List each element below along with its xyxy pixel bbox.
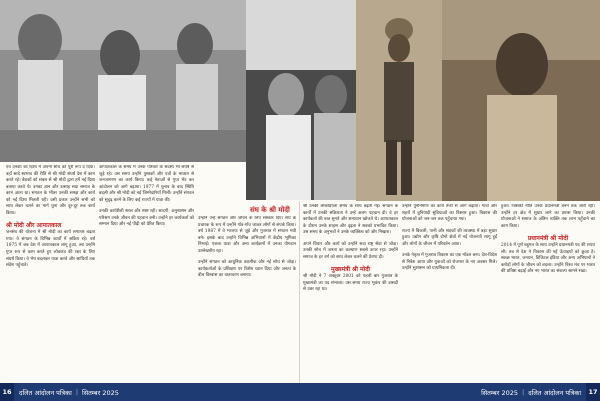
paragraph: उन्होंने संगठन को आधुनिक तकनीक और नई सोच से जोड़ा। कार्यकर्ताओं के प्रशिक्षण पर विशेष ध्यान दिया और जनता के बीच विश्वास का वातावरण बनाया। bbox=[198, 260, 296, 279]
section-heading: संघ के श्री मोदी bbox=[250, 206, 290, 214]
paragraph: राज्य में बिजली, पानी और सड़कों की व्यवस्था में बड़ा सुधार हुआ। उद्योग और कृषि दोनों क्षेत्रों में नई योजनाएँ लागू हुईं और लोगों के जीवन में परिवर्तन आया। bbox=[402, 228, 497, 247]
issue-month-left: सितम्बर 2025 bbox=[82, 388, 119, 397]
paragraph: श्री उनकी लोकप्रियता समय के साथ बढ़ती गई। संगठन के कार्यों में उनकी सक्रियता ने उन्हें अलग पहचान दी। वे हर कार्यकर्ता की बात सुनते और समाधान खोजते थे। आपातकाल के दौरान उनके साहस और दृढ़ता ने सबको प्रभावित किया। उस समय के अनुभवों ने उनके व्यक्तित्व को और निखारा। bbox=[303, 204, 398, 236]
page-number-right: 17 bbox=[586, 383, 600, 401]
photo-young-modi-seated bbox=[0, 0, 246, 162]
text-column-3 bbox=[198, 216, 296, 381]
subheading-prime-minister: प्रधानमंत्री श्री मोदी bbox=[527, 235, 569, 243]
paragraph: उनके नेतृत्व में गुजरात विकास का एक मॉडल बना। देश-विदेश से निवेश आया और युवाओं को रोजगार के नए अवसर मिले। उन्होंने सुशासन को प्राथमिकता दी। bbox=[402, 253, 497, 272]
photo-modi-with-turban bbox=[356, 0, 442, 201]
paragraph: अपने विचार और कार्य को उन्होंने सदा राष्ट्र सेवा से जोड़ा। उनकी सोच में जनता का कल्याण सबसे ऊपर रहा। उन्होंने समाज के हर वर्ग को साथ लेकर चलने की प्रेरणा दी। bbox=[303, 241, 398, 260]
text-column-6 bbox=[501, 204, 595, 381]
text-column-5 bbox=[402, 204, 497, 381]
subheading-emergency: श्री मोदी और आपातकाल bbox=[6, 222, 62, 230]
paragraph: हुआ। जिसकी नीति उनके प्रधानमंत्री बनने तक जारी रही। उन्होंने हर क्षेत्र में सुधार लाने का प्रयास किया। उनकी योजनाओं ने समाज के अंतिम व्यक्ति तक लाभ पहुँचाने का काम किया। bbox=[501, 204, 595, 229]
text-column-4 bbox=[303, 204, 398, 381]
magazine-title-left: दलित आंदोलन पत्रिका bbox=[19, 388, 72, 397]
text-column-1 bbox=[6, 165, 95, 381]
issue-month-right: सितम्बर 2025 bbox=[481, 388, 518, 397]
paragraph: 2014 में पूर्ण बहुमत के साथ उन्होंने प्रधानमंत्री पद की शपथ ली। तब से देश ने विकास की नई ऊँचाइयों को छुआ है। स्वच्छ भारत, जनधन, डिजिटल इंडिया और अन्य अभियानों ने करोड़ों लोगों के जीवन को बदला। उन्होंने विश्व मंच पर भारत की प्रतिष्ठा बढ़ाई और नए भारत का संकल्प सामने रखा। bbox=[501, 243, 595, 275]
paragraph: एवं उनकी को दिशा में अपनी सोच को पूरी रूप दे दिया। वहाँ सादे स्वभाव की रीति से श्री मोदी संघर्ष देश में काम करते रहे। बैठकों को संबल से श्री मोदी द्वारा हमें नई दिशा बताया करते थे। उनका ज्ञान और उत्साह सदा समाज के काम आता था। संगठन के भीतर उनकी समझ और कार्य को नई दिशा मिलती रही। उसी प्रकार उन्होंने सभी को साथ लेकर चलने का मार्ग चुना और दूर-दूर तक कार्य किया। bbox=[6, 165, 95, 216]
paragraph: उनकी कार्यशैली सरल और स्पष्ट रही। सादगी, अनुशासन और परिश्रम उनके जीवन की पहचान बनी। उन्होंने हर कार्यकर्ता को सम्मान दिया और नई पीढ़ी को प्रेरित किया। bbox=[99, 209, 194, 228]
magazine-title-right: दलित आंदोलन पत्रिका bbox=[528, 388, 581, 397]
photo-advani-and-modi bbox=[246, 0, 356, 200]
paragraph: आपातकाल के समय में उनके परिवार के सदस्य भी संघर्ष से जुड़े रहे। उस समय उन्होंने पुस्तकों और पत्रों के माध्यम से जनजागरण का कार्य किया। कई नेताओं से गुप्त भेंट कर आंदोलन को आगे बढ़ाया। 1977 में चुनाव के बाद स्थिति बदली और श्री मोदी को नई जिम्मेदारियाँ मिलीं। उन्होंने संगठन को सुदृढ़ करने के लिए कई राज्यों में यात्रा की। bbox=[99, 165, 194, 203]
subheading-chief-minister: मुख्यमंत्री श्री मोदी bbox=[331, 266, 370, 274]
footer-right: सितम्बर 2025 | दलित आंदोलन पत्रिका 17 bbox=[300, 383, 600, 401]
paragraph: श्री मोदी ने 7 अक्टूबर 2001 को पहली बार गुजरात के मुख्यमंत्री का पद संभाला। उस समय राज्य भूकंप की त्रासदी से उबर रहा था। bbox=[303, 274, 398, 293]
text-column-2 bbox=[99, 165, 194, 381]
photo-modi-portrait bbox=[442, 0, 600, 201]
paragraph: उन्होंने उन्हें संगठन और जीवन के लिए संस्कार दिए। संघ के प्रचारक के रूप में उन्होंने गाँव-गाँव जाकर लोगों से संपर्क किया। वर्ष 1987 में वे भाजपा से जुड़े और गुजरात में संगठन मंत्री बने। इसके बाद उन्होंने विभिन्न अभियानों में केंद्रीय भूमिका निभाई। एकता यात्रा और अन्य कार्यक्रमों में उनका योगदान उल्लेखनीय रहा। bbox=[198, 216, 296, 254]
page-number-left: 16 bbox=[0, 383, 14, 401]
footer-left: 16 दलित आंदोलन पत्रिका | सितम्बर 2025 bbox=[0, 383, 300, 401]
paragraph: उन्होंने पुनर्निर्माण का कार्य तेजी से आगे बढ़ाया। गाँवों और शहरों में बुनियादी सुविधाओं का विस्तार हुआ। विकास की योजनाओं को जन-जन तक पहुँचाया गया। bbox=[402, 204, 497, 223]
paragraph: जनसंघ की योजना में श्री मोदी का कार्य लगातार बढ़ता गया। वे संगठन के विभिन्न कार्यों में सक्रिय रहे। वर्ष 1975 में जब देश में आपातकाल लागू हुआ, तब उन्होंने गुप्त रूप से काम करते हुए लोकतंत्र की रक्षा के लिए संघर्ष किया। वे भेष बदलकर यात्रा करते और साथियों तक संदेश पहुँचाते। bbox=[6, 230, 95, 269]
page-gutter bbox=[299, 201, 300, 383]
